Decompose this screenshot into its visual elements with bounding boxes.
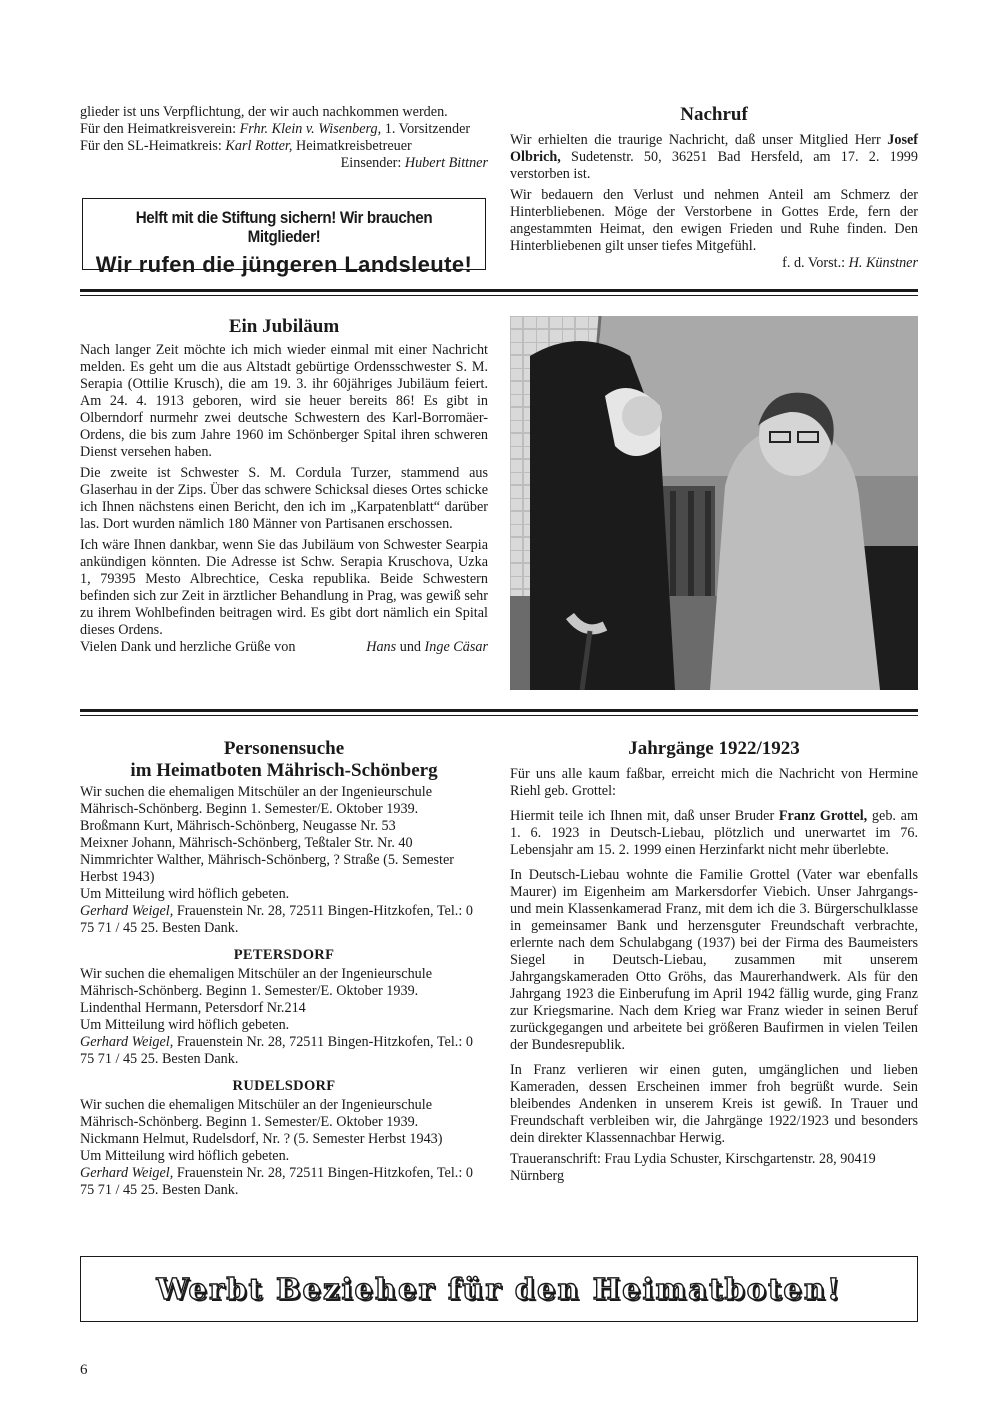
personensuche-name-1: Broßmann Kurt, Mährisch-Schönberg, Neugasse Nr. 53 [80,818,396,834]
personensuche-request: Um Mitteilung wird höflich gebeten. [80,886,290,902]
petersdorf-intro: Wir suchen die ehemaligen Mitschüler an der Ingenieurschule Mährisch-Schönberg. Beginn 1. Semester/E. Oktober 1939. [80,966,433,999]
jubilaeum-paragraph-1: Nach langer Zeit möchte ich mich wieder einmal mit einer Nachricht melden. Es geht um die aus Altstadt gebürtige Ordensschwester S. M. Serapia (Ottilie Krusch), die am 19. 3. ihr 60jähriges Jubiläum feiert. Am 24. 4. 1913 geboren, wird sie heuer bereits 86! Es gibt in Olberndorf nurmehr zwei deutsche Schwestern des Karl-Borromäer-Ordens, die bis zum Jahre 1960 im Schönberger Spital ihren schweren Dienst versehen haben. [80,342,488,460]
section-rule-2 [80,709,918,716]
jubilaeum-paragraph-3: Ich wäre Ihnen dankbar, wenn Sie das Jubiläum von Schwester Searpia ankündigen könnten. Die Adresse ist Schw. Serapia Kruschova, Uzka 1, 79395 Mesto Albrechtice, Ceska republika. Beide Schwestern befinden sich zur Zeit in ärztlicher Behandlung in Prag, was gewiß sehr zu ihrem Wohlbefinden beitragen wird. Es gibt dort nämlich ein Spital dieses Ordens. [80,537,488,638]
personensuche-article [80,738,488,1199]
rudelsdorf-name: Nickmann Helmut, Rudelsdorf, Nr. ? (5. Semester Herbst 1943) [80,1131,443,1147]
photo-illustration [510,316,918,690]
heimatkreisverein-line: Für den Heimatkreisverein: Frhr. Klein v. Wisenberg, 1. Vorsitzender [80,121,471,137]
petersdorf-contact: Gerhard Weigel, Frauenstein Nr. 28, 72511 Bingen-Hitzkofen, Tel.: 0 75 71 / 45 25. Besten Dank. [80,1034,473,1067]
appeal-line-2: Wir rufen die jüngeren Landsleute! [95,252,473,277]
jahrgaenge-paragraph-3: In Deutsch-Liebau wohnte die Familie Grottel (Vater war ebenfalls Maurer) im Eigenheim am Markersdorfer Viebich. Unser Jahrgangs- und mein Klassenkamerad Franz, mit dem ich die 3. Bürgerschulklasse in gemeinsamer Bank und herzensguter Freundschaft verbrachte, erlernte nach dem Schulabgang (1937) bei der Firma des Baumeisters Siegel in Deutsch-Liebau, zusammen mit unserem Jahrgangskameraden Otto Gröhs, das Maurerhandwerk. Als für den Jahrgang 1923 die Einberufung im April 1942 fällig wurde, ging Franz zur Kriegsmarine. Nach dem Krieg war Franz wieder in seinen Beruf zurückgegangen und arbeitete bei größeren Baufirmen in vielen Teilen der Bundesrepublik. [510,867,918,1053]
nachruf-title: Nachruf [680,104,748,125]
rudelsdorf-contact: Gerhard Weigel, Frauenstein Nr. 28, 72511 Bingen-Hitzkofen, Tel.: 0 75 71 / 45 25. Besten Dank. [80,1165,473,1198]
personensuche-subtitle: im Heimatboten Mährisch-Schönberg [130,760,438,781]
rudelsdorf-intro: Wir suchen die ehemaligen Mitschüler an der Ingenieurschule Mährisch-Schönberg. Beginn 1. Semester/E. Oktober 1939. [80,1097,433,1130]
sl-heimatkreis-line: Für den SL-Heimatkreis: Karl Rotter, Heimatkreisbetreuer [80,138,412,154]
photo-nun-and-woman [510,316,918,690]
personensuche-contact: Gerhard Weigel, Frauenstein Nr. 28, 72511 Bingen-Hitzkofen, Tel.: 0 75 71 / 45 25. Besten Dank. [80,903,473,936]
jahrgaenge-article [510,738,918,1185]
personensuche-title: Personensuche [223,738,345,759]
jubilaeum-closing: Vielen Dank und herzliche Grüße von Hans und Inge Cäsar [80,639,488,655]
jubilaeum-article [80,316,488,656]
jubilaeum-paragraph-2: Die zweite ist Schwester S. M. Cordula Turzer, stammend aus Glaserhau in der Zips. Über das schwere Schicksal dieses Ortes schicke ich Ihnen nächstens einen Bericht, den ich im „Karpatenblatt“ darüber las. Dort wurden nämlich 180 Männer von Partisanen erschossen. [80,465,488,532]
personensuche-name-3: Nimmrichter Walther, Mährisch-Schönberg, ? Straße (5. Semester Herbst 1943) [80,852,455,885]
petersdorf-request: Um Mitteilung wird höflich gebeten. [80,1017,290,1033]
petersdorf-name: Lindenthal Hermann, Petersdorf Nr.214 [80,1000,306,1016]
subscriber-banner-text: Werbt Bezieher für den Heimatboten! [156,1272,842,1306]
petersdorf-title: PETERSDORF [233,947,335,963]
rudelsdorf-request: Um Mitteilung wird höflich gebeten. [80,1148,290,1164]
page-number: 6 [80,1362,88,1378]
section-rule-1 [80,289,918,296]
top-left-text [80,104,488,172]
nachruf-article [510,104,918,272]
jahrgaenge-title: Jahrgänge 1922/1923 [628,738,800,759]
jahrgaenge-paragraph-1: Für uns alle kaum faßbar, erreicht mich die Nachricht von Hermine Riehl geb. Grottel: [510,766,918,799]
continuation-line: glieder ist uns Verpflichtung, der wir auch nachkommen werden. [80,104,448,120]
nachruf-signature: f. d. Vorst.: H. Künstner [782,255,918,271]
jahrgaenge-paragraph-4: In Franz verlieren wir einen guten, umgänglichen und lieben Kameraden, dessen Erscheinen immer froh begrüßt wurde. Sein bleibendes Andenken in unserem Kreis ist gewiß. In Trauer und Freundschaft verbleiben wir, die Jahrgänge 1922/1923 und besonders dein direkter Klassennachbar Herwig. [510,1062,918,1146]
jahrgaenge-paragraph-2: Hiermit teile ich Ihnen mit, daß unser Bruder Franz Grottel, geb. am 1. 6. 1923 in Deutsch-Liebau, plötzlich und unerwartet im 76. Lebensjahr am 15. 2. 1999 einen Herzinfarkt nicht mehr überlebte. [510,808,918,858]
appeal-line-1: Helft mit die Stiftung sichern! Wir brauchen Mitglieder! [135,209,433,246]
appeal-box [82,198,486,277]
personensuche-name-2: Meixner Johann, Mährisch-Schönberg, Teßtaler Str. Nr. 40 [80,835,413,851]
jubilaeum-title: Ein Jubiläum [228,316,340,337]
sender-line: Einsender: Hubert Bittner [340,155,488,171]
jahrgaenge-paragraph-5: Traueranschrift: Frau Lydia Schuster, Kirschgartenstr. 28, 90419 Nürnberg [510,1151,876,1184]
subscriber-banner [80,1256,918,1322]
nachruf-paragraph-1: Wir erhielten die traurige Nachricht, daß unser Mitglied Herr Josef Olbrich, Sudetenstr. 50, 36251 Bad Hersfeld, am 17. 2. 1999 verstorben ist. [510,132,918,182]
nachruf-paragraph-2: Wir bedauern den Verlust und nehmen Anteil am Schmerz der Hinterbliebenen. Möge der Verstorbene in Gottes Erde, fern der angestammten Heimat, den ewigen Frieden und Ruhe finden. Den Hinterbliebenen gilt unser tiefes Mitgefühl. [510,187,918,254]
personensuche-intro: Wir suchen die ehemaligen Mitschüler an der Ingenieurschule Mährisch-Schönberg. Beginn 1. Semester/E. Oktober 1939. [80,784,433,817]
rudelsdorf-title: RUDELSDORF [232,1078,336,1094]
